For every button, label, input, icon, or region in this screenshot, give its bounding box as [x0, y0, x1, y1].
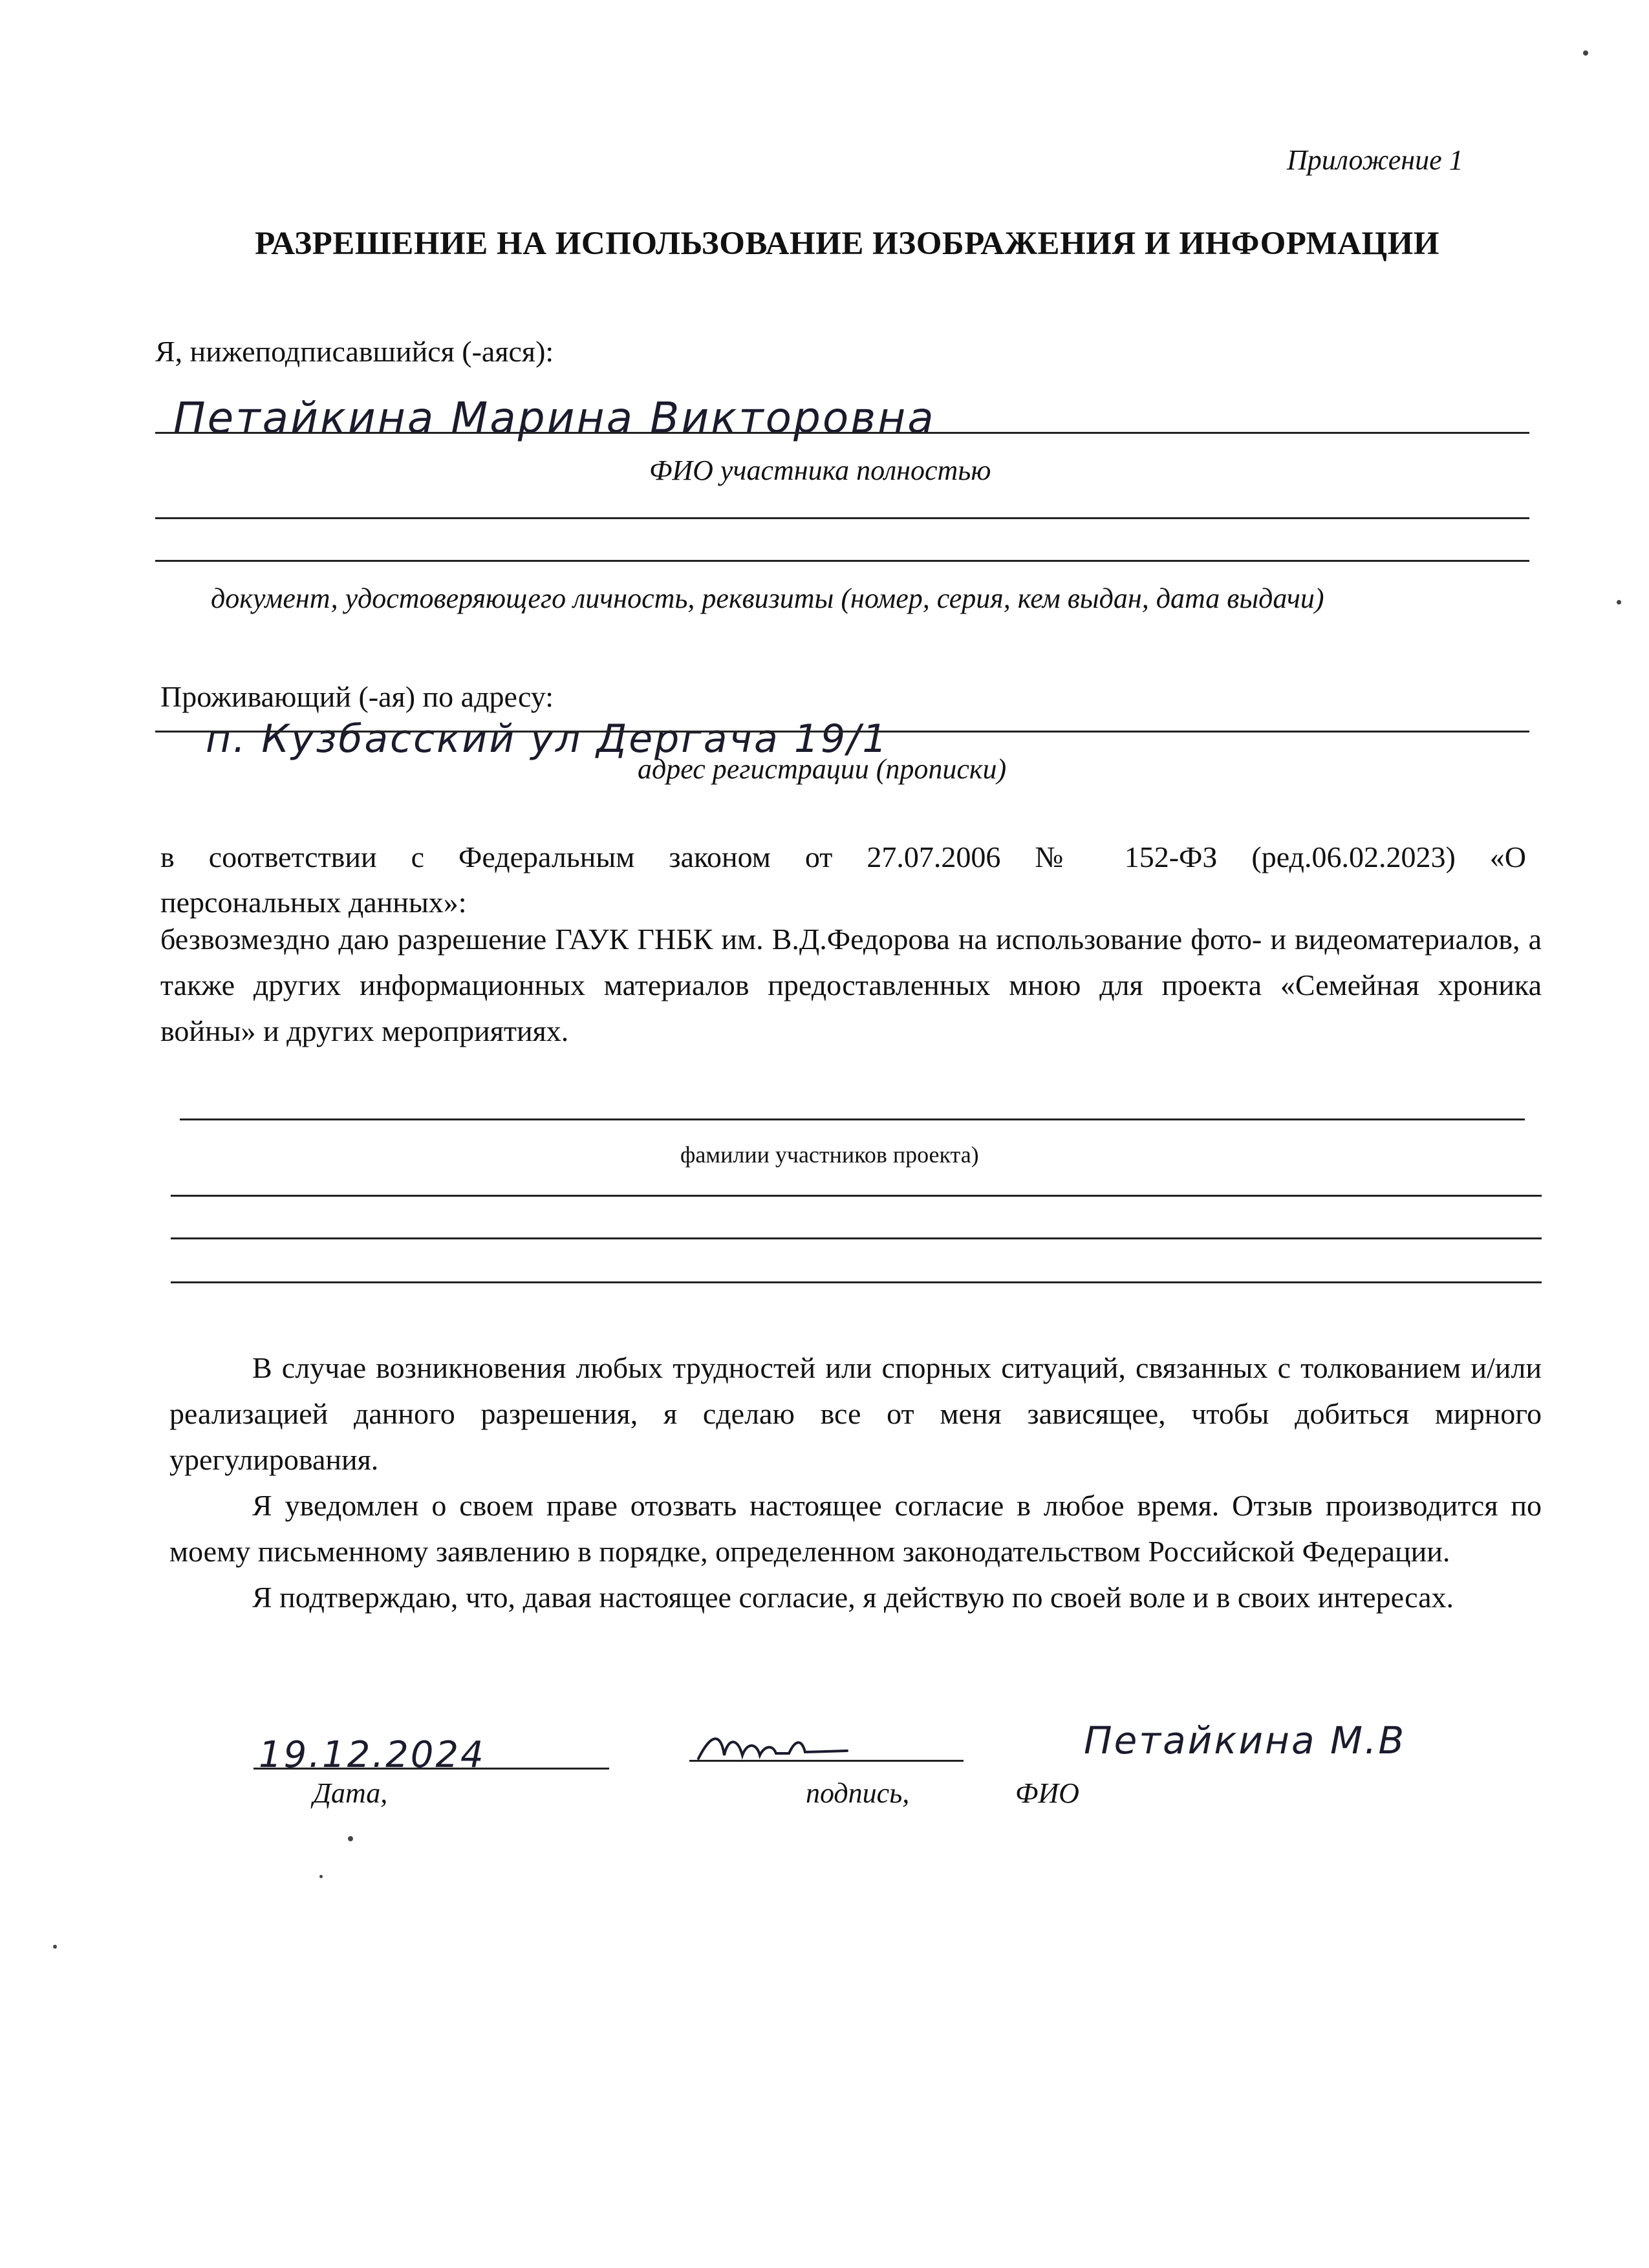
date-line	[253, 1768, 609, 1770]
id-document-line-2	[155, 560, 1529, 562]
date-handwritten: 19.12.2024	[259, 1734, 486, 1776]
scan-speck	[53, 1945, 57, 1949]
signature-label: подпись,	[806, 1777, 910, 1809]
law-text-line-2: персональных данных»:	[160, 886, 467, 919]
intro-text: Я, нижеподписавшийся (-аяся):	[155, 335, 554, 368]
law-text-line-1: в соответствии с Федеральным законом от 27.07.2006 № 152-ФЗ (ред.06.02.2023) «О	[160, 840, 1526, 873]
participant-name-handwritten: Петайкина Марина Викторовна	[173, 393, 936, 443]
paragraph-disputes: В случае возникновения любых трудностей или спорных ситуаций, связанных с толкованием и/или реализацией данного разрешения, я сделаю все от меня зависящее, чтобы добиться мирного урегулирования.	[169, 1351, 1542, 1476]
participants-line-2	[171, 1195, 1542, 1197]
scan-speck	[348, 1836, 353, 1841]
paragraph-confirmation: Я подтверждаю, что, давая настоящее согласие, я действую по своей воле и в своих интересах.	[252, 1581, 1454, 1614]
grant-text: безвозмездно даю разрешение ГАУК ГНБК им. В.Д.Федорова на использование фото- и видеоматериалов, а также других информационных материалов предоставленных мною для проекта «Семейная хроника войны» и других мероприятиях.	[160, 923, 1542, 1047]
id-document-line-1	[155, 517, 1529, 519]
scan-speck	[319, 1875, 323, 1878]
participants-line-4	[171, 1281, 1542, 1283]
id-document-caption: документ, удостоверяющего личность, реквизиты (номер, серия, кем выдан, дата выдачи)	[211, 583, 1324, 614]
document-title: РАЗРЕШЕНИЕ НА ИСПОЛЬЗОВАНИЕ ИЗОБРАЖЕНИЯ И ИНФОРМАЦИИ	[255, 226, 1439, 262]
paragraph-revocation: Я уведомлен о своем праве отозвать настоящее согласие в любое время. Отзыв производится по моему письменному заявлению в порядке, определенном законодательством Российской Федерации.	[169, 1489, 1542, 1568]
address-caption: адрес регистрации (прописки)	[638, 753, 1007, 785]
fio-label: ФИО	[1015, 1777, 1079, 1809]
participants-caption: фамилии участников проекта)	[680, 1142, 979, 1168]
address-line	[155, 731, 1529, 733]
date-label: Дата,	[313, 1777, 388, 1809]
scan-speck	[1617, 600, 1621, 604]
address-handwritten: п. Кузбасский ул Дергача 19/1	[206, 716, 889, 762]
participants-line-3	[171, 1237, 1542, 1239]
appendix-label: Приложение 1	[1287, 144, 1463, 176]
name-line	[155, 432, 1529, 434]
address-label: Проживающий (-ая) по адресу:	[160, 680, 554, 713]
name-caption: ФИО участника полностью	[649, 455, 991, 486]
handwritten-signature	[692, 1720, 899, 1771]
signature-line	[689, 1760, 964, 1762]
participants-line-1	[180, 1118, 1525, 1120]
body-paragraphs	[169, 1345, 1542, 1620]
fio-handwritten: Петайкина М.В	[1084, 1718, 1406, 1762]
scan-speck	[1583, 50, 1588, 56]
